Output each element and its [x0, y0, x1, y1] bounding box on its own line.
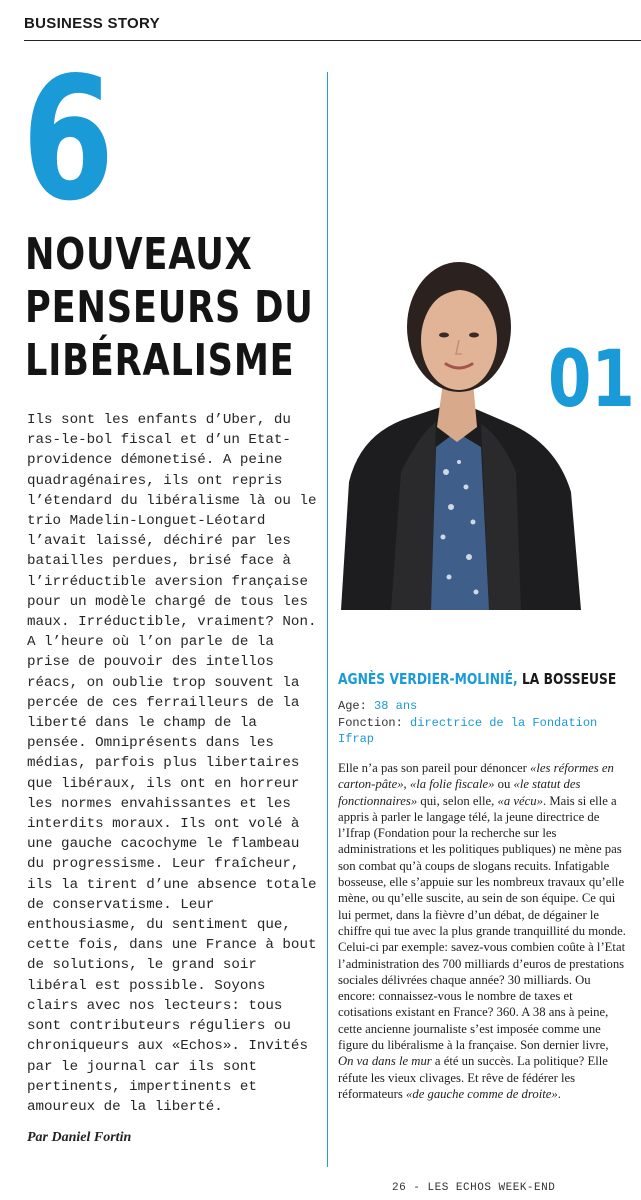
bio-text: ou [494, 777, 514, 792]
bio-text: a été un succès. La politique? Elle réfute les vieux clivages. Et rêve de fédérer les réformateurs [338, 1054, 608, 1101]
function-label: Fonction: [338, 715, 403, 730]
portrait-photo [331, 232, 581, 610]
headline-line: PENSEURS DU [25, 282, 314, 333]
bio-text: . Mais si elle a appris à parler le langage télé, la jeune directrice de l’Ifrap (Fondation pour la recherche sur les administrations et les politiques publiques) ne mène pas son combat qu’à coups de slogans recuits. Infatigable bosseuse, elle s’appuie sur les nombreux travaux qu’elle mène, ou qu’elle suscite, au sein de son équipe. Ce qui lui permet, dans la fièvre d’un débat, de dégainer le chiffre qui tue avec la plus grande tranquillité du monde. Celui-ci par exemple: savez-vous combien coûte à l’Etat l’administration des 700 milliards d’euros de prestations sociales délivrées chaque année? 30 milliards. Ou encore: connaissez-vous le nombre de taxes et cotisations existant en France? 360. A 38 ans à peine, cette ancienne journaliste s’est imposée comme une figure du libéralisme à la française. Son dernier livre, [338, 793, 626, 1053]
headline-line: LIBÉRALISME [25, 335, 295, 386]
column-divider [327, 72, 328, 1167]
headline-line: NOUVEAUX [25, 229, 253, 280]
profile-number: 01 [548, 335, 635, 425]
bio-text: qui, selon elle, [417, 793, 498, 808]
feature-number: 6 [22, 41, 115, 239]
bio-quote: «de gauche comme de droite» [406, 1086, 558, 1101]
bio-quote: «le statut des fonctionnaires» [338, 777, 581, 808]
person-nickname: LA BOSSEUSE [521, 670, 617, 688]
function-value: directrice de la Fondation Ifrap [338, 715, 598, 746]
section-rubric: BUSINESS STORY [24, 15, 160, 32]
age-value: 38 ans [374, 699, 418, 713]
bio-quote: «la folie fiscale» [409, 777, 495, 792]
person-name: AGNÈS VERDIER-MOLINIÉ, [338, 670, 518, 688]
bio-text: Elle n’a pas son pareil pour dénoncer [338, 761, 531, 775]
age-label: Age: [338, 699, 367, 713]
function-row [338, 715, 630, 748]
headline [25, 228, 314, 387]
bio-text: . [557, 1086, 561, 1101]
profile-name [338, 670, 616, 688]
bio-text: , [403, 777, 410, 792]
profile-bio [338, 760, 626, 1102]
book-title: On va dans le mur [338, 1054, 432, 1069]
rubric-divider [24, 40, 641, 41]
bio-quote: «a vécu» [497, 793, 543, 808]
page-footer: 26 - LES ECHOS WEEK-END [392, 1182, 556, 1194]
age-row [338, 698, 630, 715]
bio-quote: «les réformes en carton-pâte» [338, 761, 614, 792]
intro-text: Ils sont les enfants d’Uber, du ras-le-bol fiscal et d’un Etat-providence démonetisé. A peine quadragénaires, ils ont repris l’étendard du libéralisme là ou le trio Madelin-Longuet-Léotard l’avait laissé, déchiré par les batailles perdues, brisé face à l’irréductible aversion française pour un modèle chargé de tous les maux. Irréductible, vraiment? Non. A l’heure où l’on parle de la prise de pouvoir des intellos réacs, on oublie trop souvent la percée de ces ferrailleurs de la liberté dans le champ de la pensée. Omniprésents dans les médias, parfois plus libertaires que libéraux, ils ont en horreur les normes envahissantes et les interdits moraux. Ils ont volé à une gauche cacochyme le flambeau du progressisme. Leur fraîcheur, ils la tirent d’une absence totale de conservatisme. Leur enthousiasme, du sentiment que, cette fois, dans une France à bout de solutions, le grand soir libéral est possible. Soyons clairs avec nos lecteurs: tous sont contributeurs réguliers ou chroniqueurs aux «Echos». Invités par le journal car ils sont pertinents, impertinents et amoureux de la liberté. [27, 412, 317, 1115]
profile-facts [338, 698, 630, 748]
byline: Par Daniel Fortin [27, 1130, 132, 1145]
